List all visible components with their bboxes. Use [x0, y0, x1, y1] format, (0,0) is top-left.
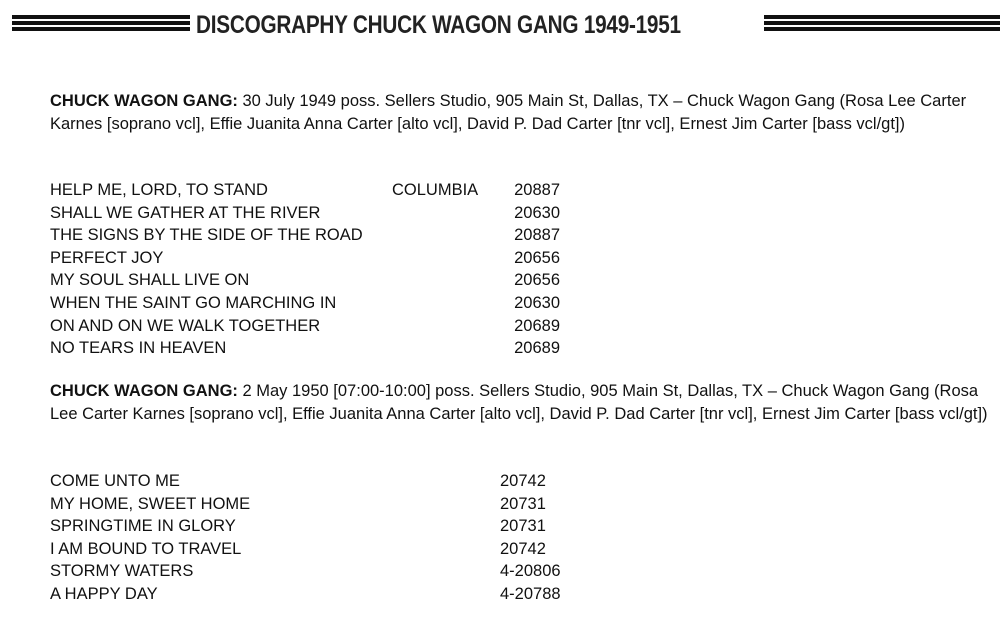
catalog-number: 20731	[500, 494, 546, 513]
track-row	[50, 224, 560, 247]
catalog-number: 20742	[500, 472, 546, 490]
page-title: DISCOGRAPHY CHUCK WAGON GANG 1949-1951	[196, 11, 681, 39]
header-rule-left	[12, 15, 190, 31]
catalog-number: 20630	[514, 203, 560, 222]
track-title: WHEN THE SAINT GO MARCHING IN	[50, 293, 337, 312]
catalog-number: 4-20788	[500, 584, 561, 603]
track-title: ON AND ON WE WALK TOGETHER	[50, 316, 321, 335]
track-list	[50, 470, 578, 606]
track-title: SHALL WE GATHER AT THE RIVER	[50, 203, 321, 222]
header-rule-right	[764, 15, 1000, 31]
track-title: MY SOUL SHALL LIVE ON	[50, 271, 250, 290]
catalog-number: 20887	[514, 181, 560, 199]
track-row	[50, 560, 578, 583]
catalog-number: 20630	[514, 293, 560, 312]
track-row	[50, 337, 560, 360]
track-title: HELP ME, LORD, TO STAND	[50, 181, 268, 199]
track-title: I AM BOUND TO TRAVEL	[50, 539, 242, 558]
track-title: A HAPPY DAY	[50, 584, 158, 603]
track-title: MY HOME, SWEET HOME	[50, 494, 251, 513]
session-details: 30 July 1949 poss. Sellers Studio, 905 Main St, Dallas, TX – Chuck Wagon Gang (Rosa Lee Carter Karnes [soprano vcl], Effie Juanita Anna Carter [alto vcl], David P. Dad Carter [tnr vcl], Ernest Jim Carter [bass vcl/gt])	[50, 92, 967, 133]
track-row	[50, 269, 560, 292]
track-row	[50, 493, 578, 516]
track-row	[50, 179, 560, 202]
track-title: NO TEARS IN HEAVEN	[50, 339, 227, 358]
catalog-number: 4-20806	[500, 562, 561, 581]
catalog-number: 20656	[514, 271, 560, 290]
track-title: THE SIGNS BY THE SIDE OF THE ROAD	[50, 226, 363, 245]
track-row	[50, 515, 578, 538]
track-title: PERFECT JOY	[50, 248, 164, 267]
session-description	[50, 380, 990, 425]
track-title: STORMY WATERS	[50, 562, 194, 581]
catalog-number: 20742	[500, 539, 546, 558]
track-title: COME UNTO ME	[50, 472, 180, 490]
track-title: SPRINGTIME IN GLORY	[50, 517, 236, 536]
session-artist: CHUCK WAGON GANG:	[50, 382, 238, 400]
catalog-number: 20731	[500, 517, 546, 536]
track-row	[50, 315, 560, 338]
catalog-number: 20887	[514, 226, 560, 245]
catalog-number: 20689	[514, 339, 560, 358]
track-row	[50, 202, 560, 225]
catalog-number: 20656	[514, 248, 560, 267]
track-row	[50, 470, 578, 493]
catalog-number: 20689	[514, 316, 560, 335]
track-row	[50, 247, 560, 270]
track-row	[50, 292, 560, 315]
track-row	[50, 538, 578, 561]
record-label: COLUMBIA	[392, 181, 479, 199]
page-header	[0, 8, 1000, 42]
session-description	[50, 90, 990, 135]
session-details: 2 May 1950 [07:00-10:00] poss. Sellers Studio, 905 Main St, Dallas, TX – Chuck Wagon Gang (Rosa Lee Carter Karnes [soprano vcl], Effie Juanita Anna Carter [alto vcl], David P. Dad Carter [tnr vcl], Ernest Jim Carter [bass vcl/gt])	[50, 382, 988, 423]
session-artist: CHUCK WAGON GANG:	[50, 92, 238, 110]
track-list	[50, 179, 560, 360]
track-row	[50, 583, 578, 606]
